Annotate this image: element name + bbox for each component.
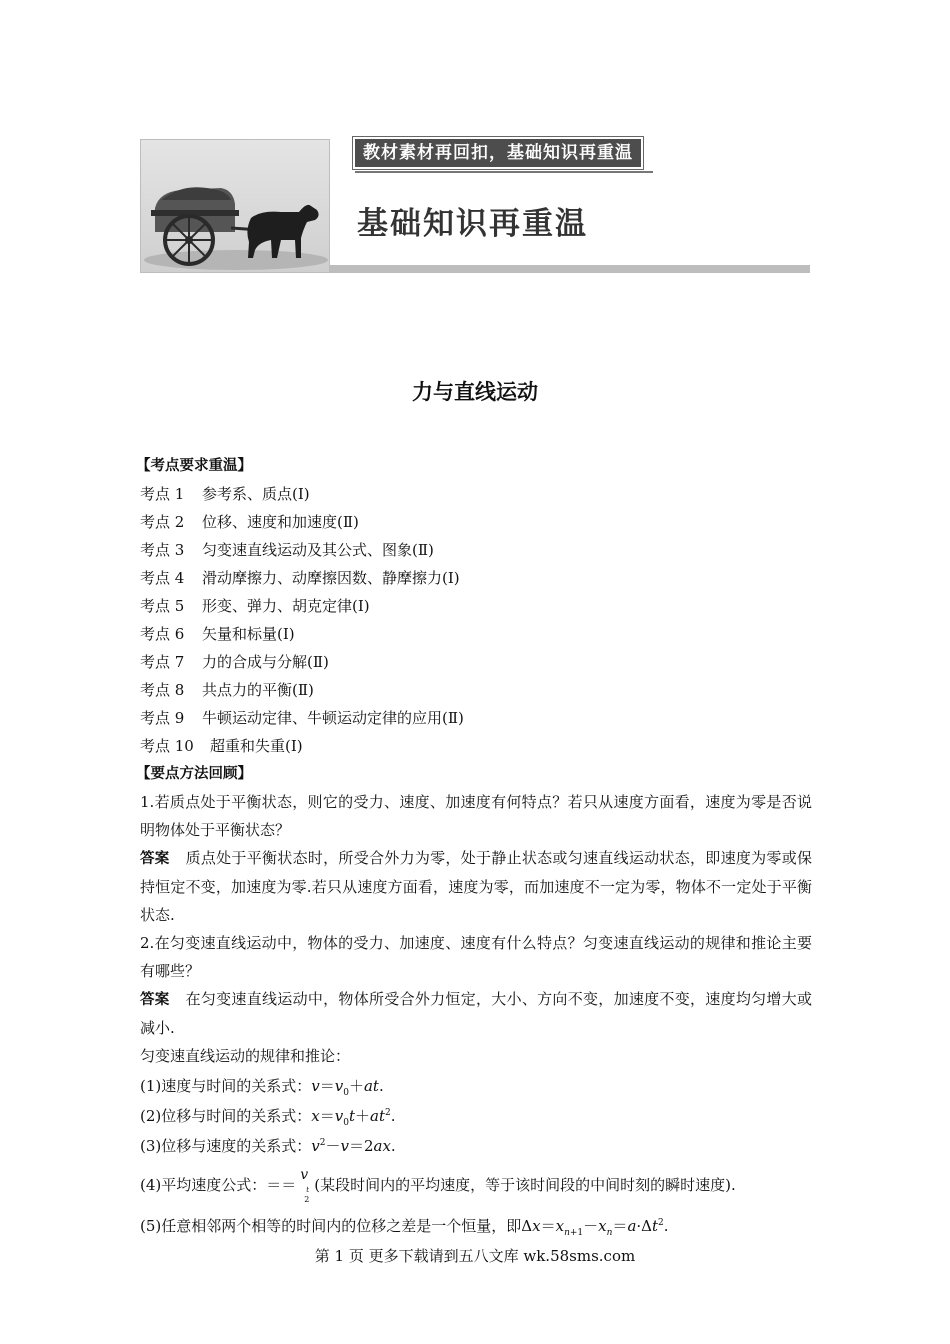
- requirement-text: 参考系、质点(Ⅰ): [202, 485, 310, 503]
- requirement-item: [140, 676, 812, 704]
- requirement-number: 考点 7: [140, 653, 185, 671]
- header-tag: 教材素材再回扣，基础知识再重温: [355, 139, 641, 167]
- requirement-number: 考点 9: [140, 709, 185, 727]
- tag-underline: [355, 171, 653, 173]
- requirement-text: 匀变速直线运动及其公式、图象(Ⅱ): [202, 541, 434, 559]
- requirement-item: [140, 592, 812, 620]
- requirement-text: 力的合成与分解(Ⅱ): [202, 653, 329, 671]
- horse-cart-icon: [141, 140, 330, 273]
- horse-cart-image: [140, 139, 330, 273]
- page-footer: 第 1 页 更多下载请到五八文库 wk.58sms.com: [314, 1247, 636, 1265]
- formula-1: (1)速度与时间的关系式：$v=v_0+at$.: [140, 1077, 384, 1098]
- content: [136, 452, 812, 1240]
- formula-5: (5)任意相邻两个相等的时间内的位移之差是一个恒量，即$\Delta x=x_{n+1}-x_n=a\cdot\Delta t^2$.: [140, 1217, 669, 1238]
- answer-2-text: 在匀变速直线运动中，物体所受合外力恒定，大小、方向不变，加速度不变，速度均匀增大或减小.: [140, 990, 812, 1037]
- requirement-number: 考点 4: [140, 569, 185, 587]
- answer-label: 答案: [140, 851, 170, 867]
- answer-1-text: 质点处于平衡状态时，所受合外力为零，处于静止状态或匀速直线运动状态，即速度为零或保持恒定不变，加速度为零.若只从速度方面看，速度为零，而加速度不一定为零，物体不一定处于平衡状态.: [140, 849, 812, 924]
- requirement-number: 考点 8: [140, 681, 185, 699]
- requirement-text: 牛顿运动定律、牛顿运动定律的应用(Ⅱ): [202, 709, 464, 727]
- requirement-item: [140, 508, 812, 536]
- requirement-item: [140, 732, 812, 760]
- requirement-number: 考点 3: [140, 541, 185, 559]
- requirement-number: 考点 1: [140, 485, 185, 503]
- requirement-text: 滑动摩擦力、动摩擦因数、静摩擦力(Ⅰ): [202, 569, 460, 587]
- answer-2: [140, 985, 812, 1042]
- requirement-item: [140, 648, 812, 676]
- requirement-text: 矢量和标量(Ⅰ): [202, 625, 295, 643]
- requirement-item: [140, 536, 812, 564]
- document-title: 力与直线运动: [412, 380, 538, 404]
- question-1: 1.若质点处于平衡状态，则它的受力、速度、加速度有何特点？若只从速度方面看，速度为零是否说明物体处于平衡状态？: [140, 793, 812, 839]
- half-time-velocity: v t 2: [300, 1167, 310, 1204]
- methods-heading: 【要点方法回顾】: [136, 766, 252, 782]
- answer-label: 答案: [140, 992, 170, 1008]
- requirement-text: 超重和失重(Ⅰ): [210, 737, 303, 755]
- laws-intro: 匀变速直线运动的规律和推论：: [140, 1047, 351, 1065]
- header-bar: [330, 265, 810, 273]
- requirement-text: 形变、弹力、胡克定律(Ⅰ): [202, 597, 370, 615]
- formula-2: (2)位移与时间的关系式：$x=v_0t+at^2$.: [140, 1107, 396, 1128]
- question-2: 2.在匀变速直线运动中，物体的受力、加速度、速度有什么特点？匀变速直线运动的规律和推论主要有哪些？: [140, 934, 812, 980]
- requirement-text: 位移、速度和加速度(Ⅱ): [202, 513, 359, 531]
- requirements-heading: 【考点要求重温】: [136, 458, 252, 474]
- requirement-text: 共点力的平衡(Ⅱ): [202, 681, 314, 699]
- header-title: 基础知识再重温: [357, 206, 588, 242]
- requirement-item: [140, 564, 812, 592]
- requirement-number: 考点 6: [140, 625, 185, 643]
- formula-3: (3)位移与速度的关系式：$v^2-v=2ax$.: [140, 1137, 396, 1155]
- requirement-item: [140, 480, 812, 508]
- answer-1: [140, 844, 812, 929]
- requirement-number: 考点 10: [140, 737, 194, 755]
- formula-4: (4)平均速度公式：＝＝ v t 2 (某段时间内的平均速度，等于该时间段的中间时刻的瞬时速度).: [140, 1167, 736, 1204]
- requirement-item: [140, 704, 812, 732]
- requirement-number: 考点 2: [140, 513, 185, 531]
- requirements-list: [140, 480, 812, 760]
- requirement-number: 考点 5: [140, 597, 185, 615]
- requirement-item: [140, 620, 812, 648]
